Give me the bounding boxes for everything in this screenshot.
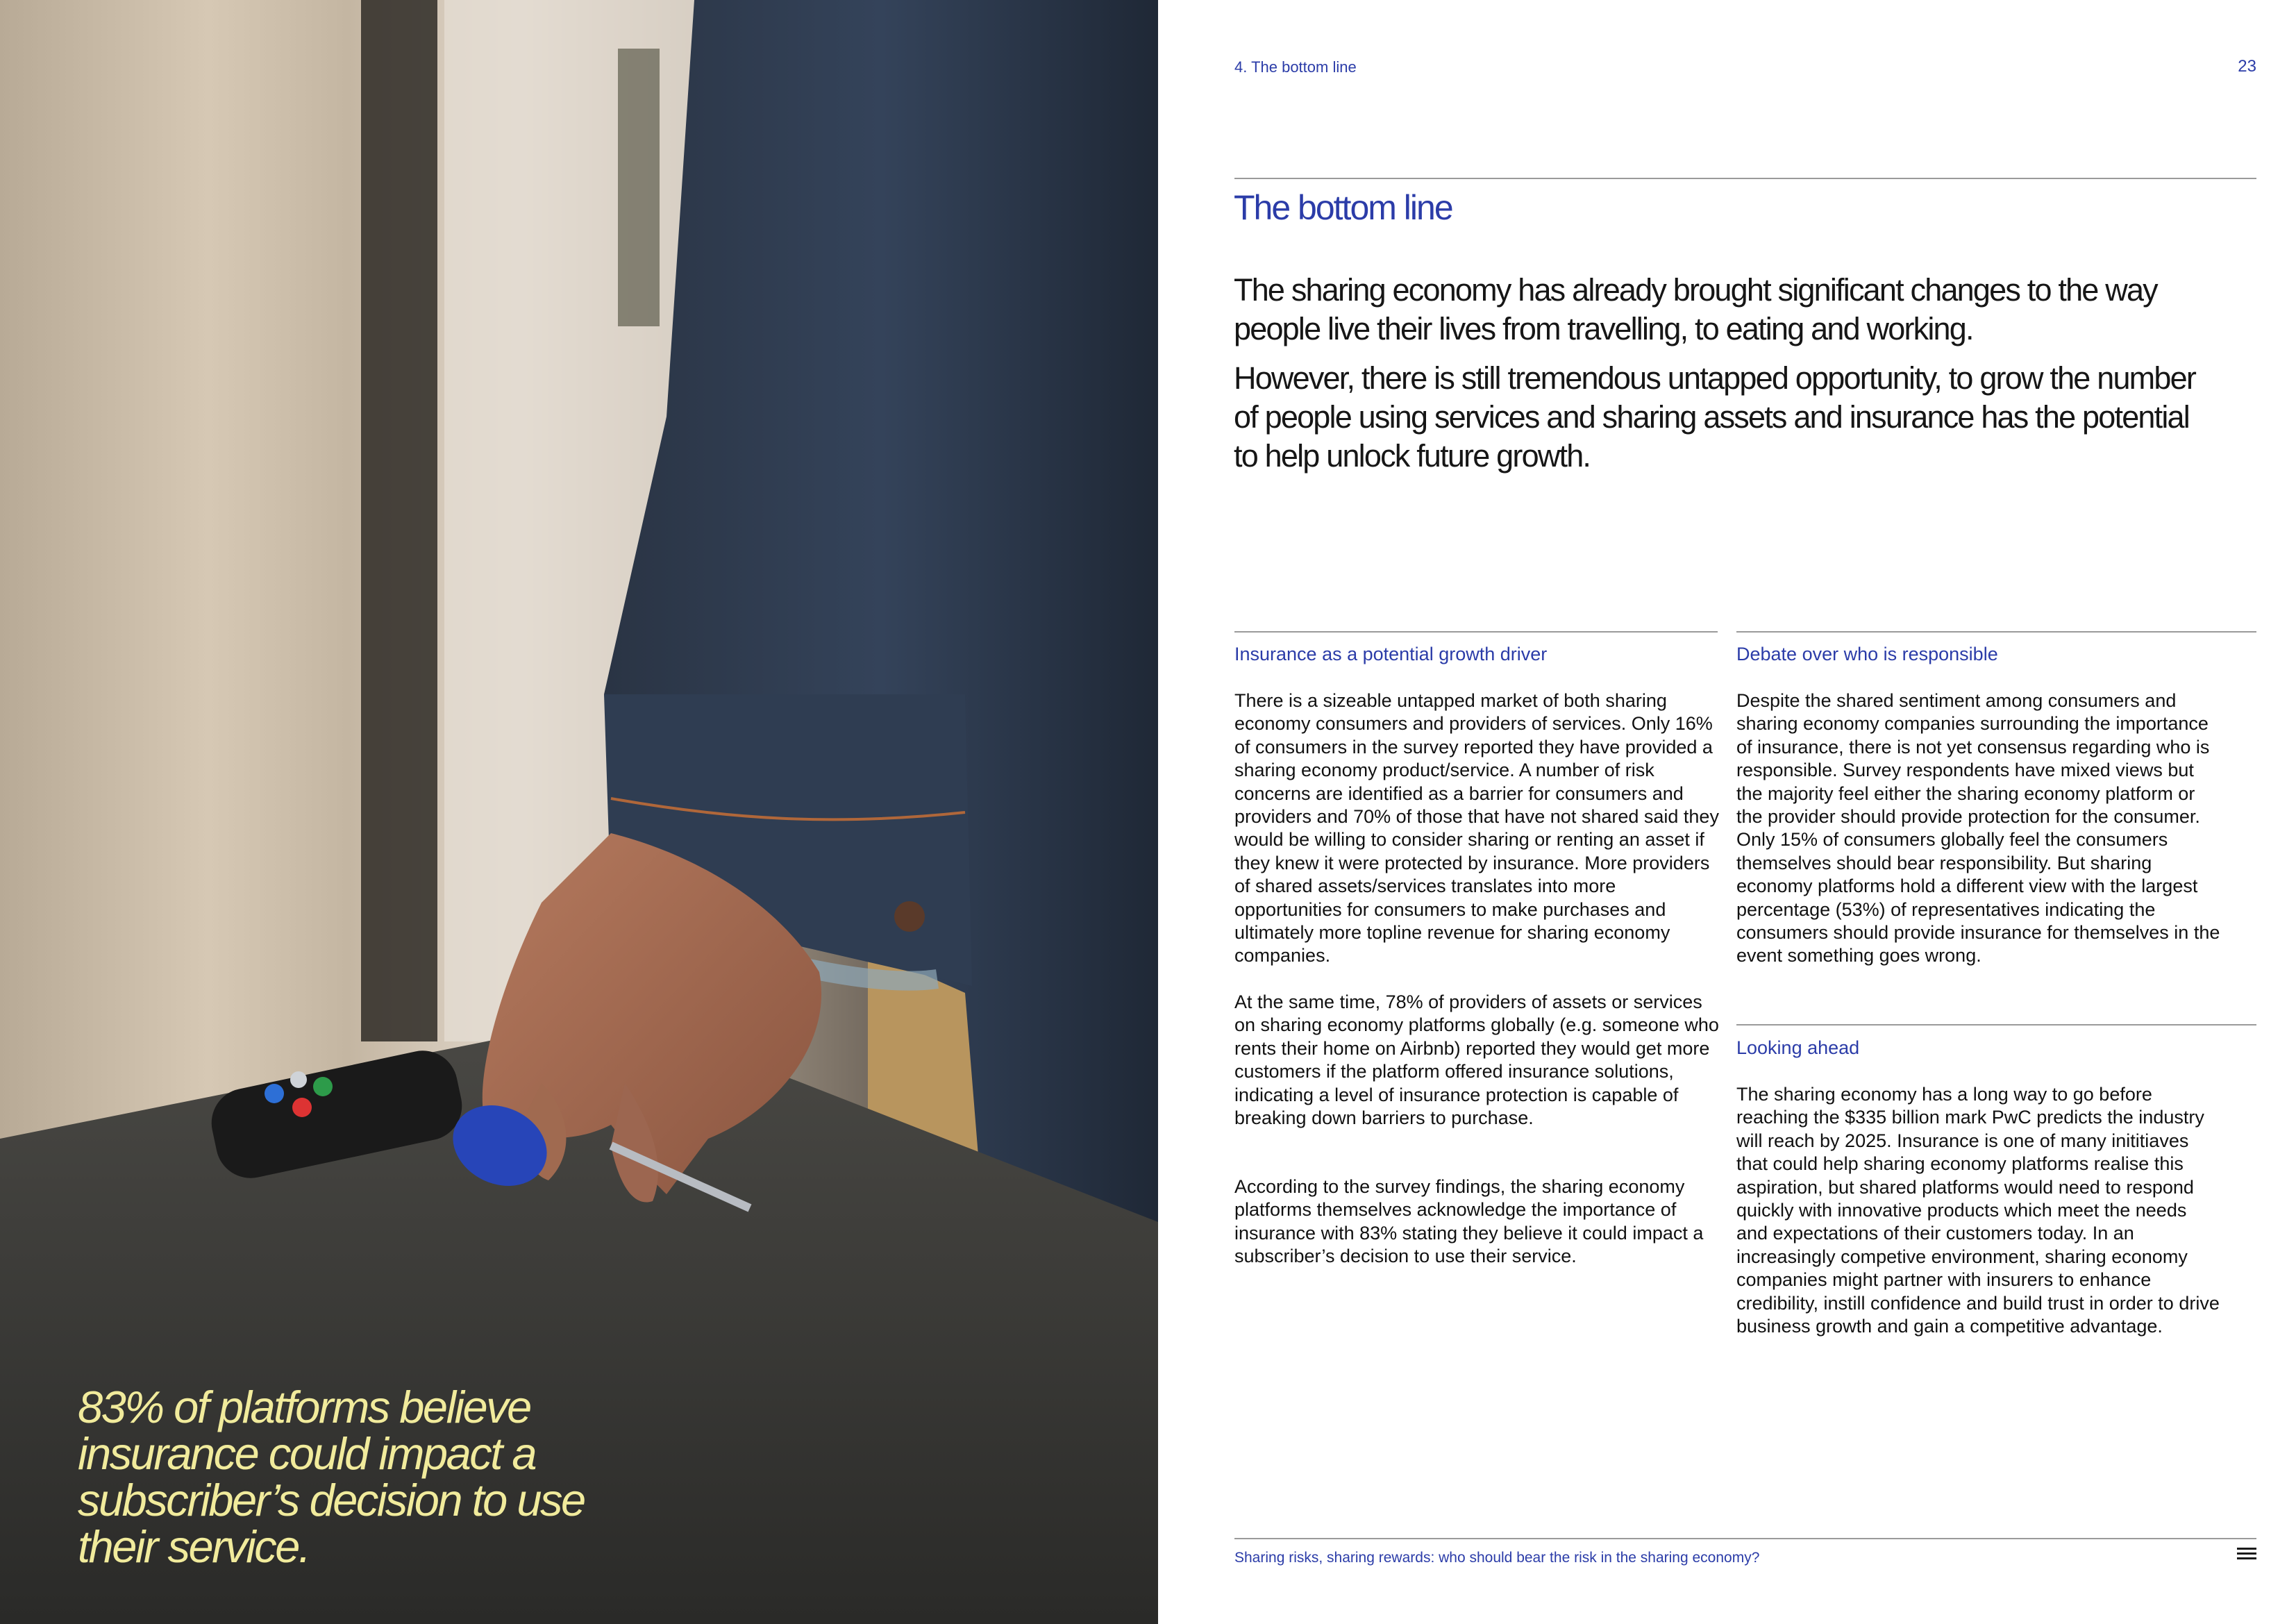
column-heading-growth-driver: Insurance as a potential growth driver	[1234, 644, 1548, 664]
column-heading-responsibility: Debate over who is responsible	[1736, 644, 1998, 664]
lead-paragraph-1: The sharing economy has already brought significant changes to the way people live their lives from travelling, to eating and working.	[1234, 272, 2157, 346]
responsibility-paragraph: Despite the shared sentiment among consumers and sharing economy companies surrounding the importance of insurance, there is not yet consensus regarding who is responsible. Survey respondents have mixed views but the majority feel either the sharing economy platform or the provider should provide protection for the consumer. Only 15% of consumers globally feel the consumers themselves should bear responsibility. But sharing economy platforms hold a different view with the largest percentage (53%) of representatives indicating the consumers should provide insurance for themselves in the event something goes wrong.	[1736, 690, 2220, 966]
section-title: The bottom line	[1234, 188, 1452, 227]
column-heading-looking-ahead: Looking ahead	[1736, 1037, 1860, 1058]
growth-driver-paragraph-3: According to the survey findings, the sharing economy platforms themselves acknowledge the importance of insurance with 83% stating they believe it could impact a subscriber’s decision to use their service.	[1234, 1176, 1704, 1267]
hamburger-menu-icon[interactable]	[2237, 1548, 2256, 1564]
column-divider-left	[1234, 631, 1718, 633]
growth-driver-paragraph-1: There is a sizeable untapped market of both sharing economy consumers and providers of services. Only 16% of consumers in the survey reported they have provided a sharing economy product/service. A number of risk concerns are identified as a barrier for consumers and providers and 70% of those that have not shared said they would be willing to consider sharing or renting an asset if they knew it were protected by insurance. More providers of shared assets/services translates into more opportunities for consumers to make purchases and ultimately more topline revenue for sharing economy companies.	[1234, 690, 1719, 966]
column-divider-right	[1736, 631, 2256, 633]
pull-quote: 83% of platforms believe insurance could impact a subscriber’s decision to use their service.	[78, 1382, 585, 1572]
footer-publication-title: Sharing risks, sharing rewards: who should bear the risk in the sharing economy?	[1234, 1550, 1760, 1566]
page-number: 23	[2238, 57, 2256, 76]
running-head: 4. The bottom line	[1234, 58, 1357, 76]
growth-driver-paragraph-2: At the same time, 78% of providers of assets or services on sharing economy platforms globally (e.g. someone who rents their home on Airbnb) reported they would get more customers if the platform offered insurance solutions, indicating a level of insurance protection is capable of breaking down barriers to purchase.	[1234, 991, 1719, 1129]
looking-ahead-paragraph: The sharing economy has a long way to go before reaching the $335 billion mark PwC predicts the industry will reach by 2025. Insurance is one of many inititiaves that could help sharing economy platforms realise this aspiration, but shared platforms would need to respond quickly with innovative products which meet the needs and expectations of their customers today. In an increasingly competive environment, sharing economy companies might partner with insurers to enhance credibility, instill confidence and build trust in order to drive business growth and gain a competitive advantage.	[1736, 1084, 2220, 1337]
title-divider	[1234, 178, 2256, 179]
lead-paragraph-2: However, there is still tremendous untapped opportunity, to grow the number of people using services and sharing assets and insurance has the potential to help unlock future growth.	[1234, 360, 2196, 474]
looking-ahead-divider	[1736, 1024, 2256, 1026]
footer-divider	[1234, 1538, 2256, 1539]
text-page	[1158, 0, 2296, 1624]
